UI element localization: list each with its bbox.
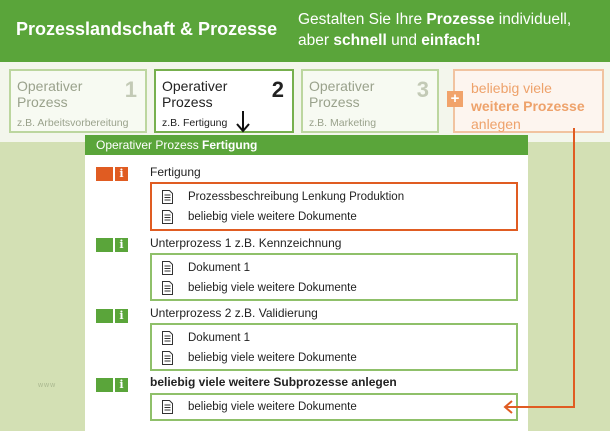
process-card-1[interactable]: [9, 69, 147, 133]
process-title: Operativer Prozess: [162, 78, 228, 110]
process-example: z.B. Fertigung: [162, 117, 228, 129]
document-name: Dokument 1: [188, 332, 251, 344]
process-number: 2: [271, 77, 284, 102]
process-number: 1: [124, 77, 137, 102]
tagline-emphasis: Prozesse: [426, 11, 495, 28]
document-name: Dokument 1: [188, 262, 251, 274]
document-list: [150, 323, 518, 371]
tagline-text: aber: [298, 32, 334, 49]
tagline-emphasis: schnell: [333, 32, 387, 49]
header-banner: [0, 0, 610, 62]
info-icon[interactable]: i: [115, 309, 128, 323]
document-icon: [162, 400, 173, 414]
watermark: www: [38, 382, 57, 389]
panel-header: Operativer Prozess Fertigung: [85, 135, 528, 155]
section-label: Unterprozess 1 z.B. Kennzeichnung: [150, 236, 342, 250]
document-icon: [162, 351, 173, 365]
folder-icon: [96, 309, 113, 323]
tagline-emphasis: einfach!: [421, 32, 481, 49]
document-list: [150, 253, 518, 301]
document-list: [150, 182, 518, 231]
document-name: beliebig viele weitere Dokumente: [188, 282, 357, 294]
process-title: Operativer Prozess: [17, 78, 83, 110]
document-icon: [162, 190, 173, 204]
add-process-card[interactable]: [450, 69, 604, 133]
process-number: 3: [416, 77, 429, 102]
process-example: z.B. Marketing: [309, 117, 377, 129]
process-card-2[interactable]: [154, 69, 294, 133]
section-badge-green[interactable]: [96, 378, 128, 392]
folder-icon: [96, 238, 113, 252]
document-icon: [162, 331, 173, 345]
tagline-text: und: [386, 32, 422, 49]
info-icon[interactable]: i: [115, 238, 128, 252]
section-label: Fertigung: [150, 165, 201, 179]
document-list: [150, 393, 518, 421]
document-name: beliebig viele weitere Dokumente: [188, 211, 357, 223]
process-title: Operativer Prozess: [309, 78, 375, 110]
plus-icon[interactable]: +: [447, 91, 463, 107]
folder-icon: [96, 378, 113, 392]
tagline-text: individuell,: [494, 11, 572, 28]
document-icon: [162, 261, 173, 275]
section-badge-green[interactable]: [96, 238, 128, 252]
tagline-text: Gestalten Sie Ihre: [298, 11, 427, 28]
section-badge-orange[interactable]: [96, 167, 128, 181]
document-name: beliebig viele weitere Dokumente: [188, 401, 357, 413]
document-icon: [162, 210, 173, 224]
section-badge-green[interactable]: [96, 309, 128, 323]
process-card-3[interactable]: [301, 69, 439, 133]
page-title: Prozesslandschaft & Prozesse: [16, 19, 278, 39]
document-icon: [162, 281, 173, 295]
section-label: Unterprozess 2 z.B. Validierung: [150, 306, 318, 320]
process-example: z.B. Arbeitsvorbereitung: [17, 117, 129, 129]
info-icon[interactable]: i: [115, 378, 128, 392]
document-name: Prozessbeschreibung Lenkung Produktion: [188, 191, 405, 203]
add-subprocess-label[interactable]: beliebig viele weitere Subprozesse anlegen: [150, 375, 397, 389]
tagline: [298, 9, 571, 51]
add-process-label: beliebig viele weitere Prozesse anlegen: [471, 80, 585, 132]
info-icon[interactable]: i: [115, 167, 128, 181]
folder-icon: [96, 167, 113, 181]
document-name: beliebig viele weitere Dokumente: [188, 352, 357, 364]
